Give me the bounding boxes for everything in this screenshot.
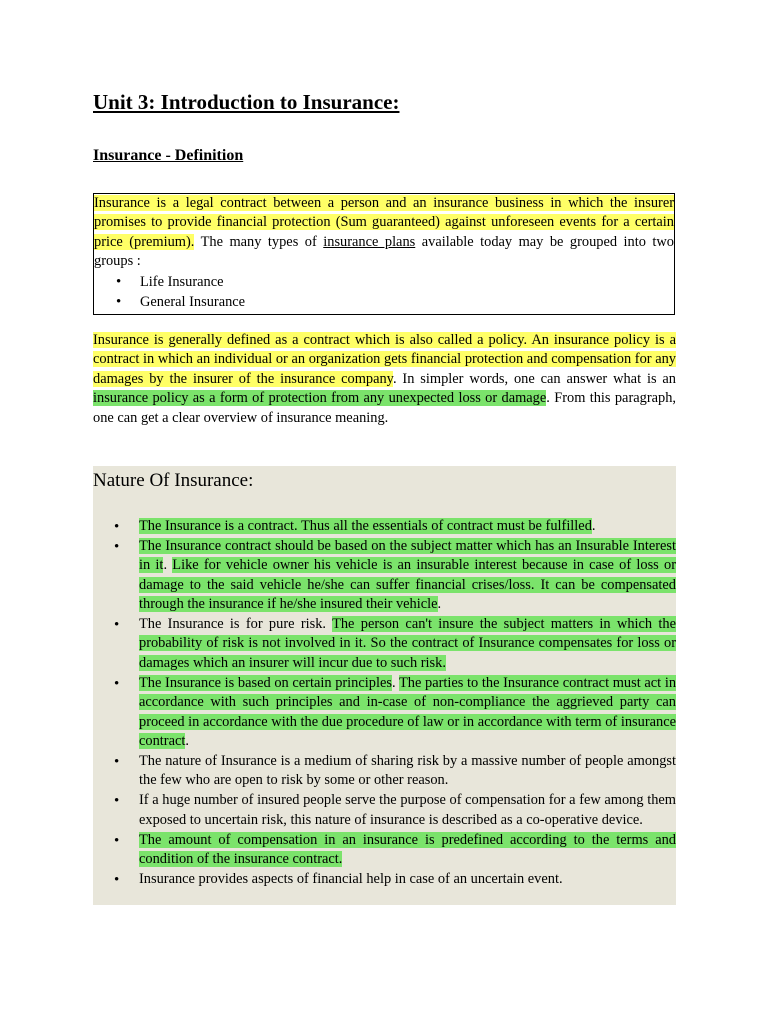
item-text: The person can't insure the subject matters in which the probability of risk is not involved in it. So the contract of Insurance compensates for loss or damages which an insurer will incur due to such risk. <box>139 616 676 671</box>
list-item <box>93 615 676 673</box>
list-item: • Life Insurance <box>94 272 674 293</box>
insurance-groups-list <box>94 272 674 313</box>
item-text: The Insurance contract should be based on the subject matter which has an Insurable Interest in it <box>139 537 676 574</box>
insurance-plans-link[interactable]: insurance plans <box>323 233 416 250</box>
item-text: The Insurance is based on certain principles <box>139 674 392 691</box>
paragraph-highlight-2: An insurance policy is a contract in which an individual or an organization gets financial protection and compensation for any damages by the insurer of the insurance company <box>93 332 676 387</box>
list-item <box>93 537 676 615</box>
nature-list <box>93 517 676 890</box>
item-text: The Insurance is a contract. Thus all the essentials of contract must be fulfilled <box>139 518 592 534</box>
item-text: . <box>185 732 189 749</box>
definition-paragraph <box>93 331 676 428</box>
item-text: . <box>163 557 173 574</box>
list-item <box>93 791 676 830</box>
list-item <box>93 517 676 536</box>
paragraph-text: . From this paragraph, one can get a clear overview of insurance meaning. <box>93 390 676 426</box>
list-item <box>93 831 676 870</box>
list-item <box>93 674 676 752</box>
definition-text <box>94 194 674 272</box>
item-text: The Insurance is for pure risk. <box>139 616 333 633</box>
list-item <box>93 870 676 889</box>
item-text: Like for vehicle owner his vehicle is an insurable interest because in case of loss or damage to the said vehicle he/she can suffer financial crises/loss. It can be compensated through the insurance if he/she insured their vehicle <box>139 557 676 613</box>
definition-text-post-link: available today may be grouped into two groups : <box>94 233 675 270</box>
item-text: . <box>391 674 399 691</box>
paragraph-highlight-3: insurance policy as a form of protection from any unexpected loss or damage <box>93 390 547 407</box>
item-text: The nature of Insurance is a medium of sharing risk by a massive number of people amongst the few who are open to risk by some or other reason. <box>139 752 676 789</box>
list-item <box>93 752 676 791</box>
nature-heading: Nature Of Insurance: <box>93 470 254 491</box>
item-text: . <box>591 518 596 534</box>
nature-section <box>93 466 676 905</box>
definition-highlight: Insurance is a legal contract between a person and an insurance business in which the insurer promises to provide financial protection (Sum guaranteed) against unforeseen events for a certain price (premium). <box>94 195 674 250</box>
paragraph-text: . In simpler words, one can answer what is an <box>392 370 677 387</box>
definition-text-pre-link: The many types of <box>194 233 324 250</box>
list-item: • General Insurance <box>94 292 674 313</box>
item-text: . <box>437 596 442 613</box>
item-text: Insurance provides aspects of financial help in case of an uncertain event. <box>139 870 563 887</box>
item-text: The parties to the Insurance contract must act in accordance with such principles and in-case of non-compliance the aggrieved party can proceed in accordance with the due procedure of law or in accordance with term of insurance contract <box>139 674 677 749</box>
page-title: Unit 3: Introduction to Insurance: <box>93 90 400 114</box>
item-text: The amount of compensation in an insurance is predefined according to the terms and condition of the insurance contract. <box>139 831 676 867</box>
item-text: If a huge number of insured people serve the purpose of compensation for a few among them exposed to uncertain risk, this nature of insurance is described as a co-operative device. <box>139 792 676 828</box>
paragraph-highlight-1: Insurance is generally defined as a contract which is also called a policy. <box>93 332 528 348</box>
definition-heading: Insurance - Definition <box>93 147 244 164</box>
definition-box <box>93 193 675 315</box>
